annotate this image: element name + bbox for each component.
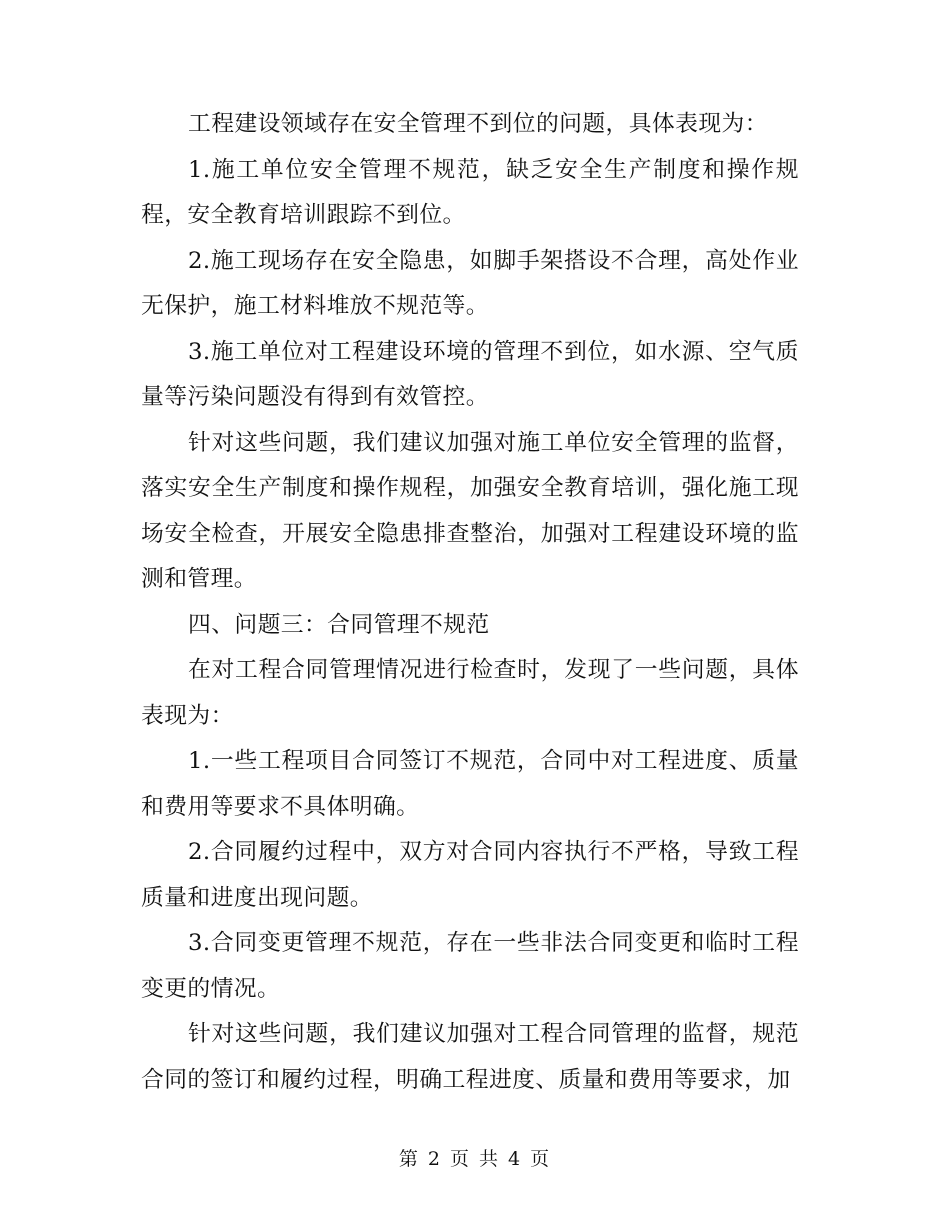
paragraph-item-2: 2.施工现场存在安全隐患，如脚手架搭设不合理，高处作业无保护，施工材料堆放不规范等。 [141, 247, 799, 319]
paragraph-contract-item-1: 1.一些工程项目合同签订不规范，合同中对工程进度、质量和费用等要求不具体明确。 [141, 748, 799, 820]
paragraph-contract-item-2: 2.合同履约过程中，双方对合同内容执行不严格，导致工程质量和进度出现问题。 [141, 839, 799, 911]
paragraph-recommendation: 针对这些问题，我们建议加强对施工单位安全管理的监督，落实安全生产制度和操作规程，加强安全教育培训，强化施工现场安全检查，开展安全隐患排查整治，加强对工程建设环境的监测和管理。 [141, 429, 799, 592]
paragraph-contract-intro: 在对工程合同管理情况进行检查时，发现了一些问题，具体表现为： [141, 657, 799, 729]
paragraph-intro: 工程建设领域存在安全管理不到位的问题，具体表现为： [188, 111, 768, 137]
paragraph-item-1: 1.施工单位安全管理不规范，缺乏安全生产制度和操作规程，安全教育培训跟踪不到位。 [141, 156, 799, 228]
paragraph-item-3: 3.施工单位对工程建设环境的管理不到位，如水源、空气质量等污染问题没有得到有效管控。 [141, 338, 799, 410]
paragraph-contract-recommendation: 针对这些问题，我们建议加强对工程合同管理的监督，规范合同的签订和履约过程，明确工程进度、质量和费用等要求，加 [141, 1021, 799, 1093]
paragraph-contract-item-3: 3.合同变更管理不规范，存在一些非法合同变更和临时工程变更的情况。 [141, 930, 799, 1002]
page-number-footer: 第 2 页 共 4 页 [398, 1148, 552, 1170]
body-text [141, 102, 799, 1103]
section-heading: 四、问题三：合同管理不规范 [188, 611, 490, 638]
